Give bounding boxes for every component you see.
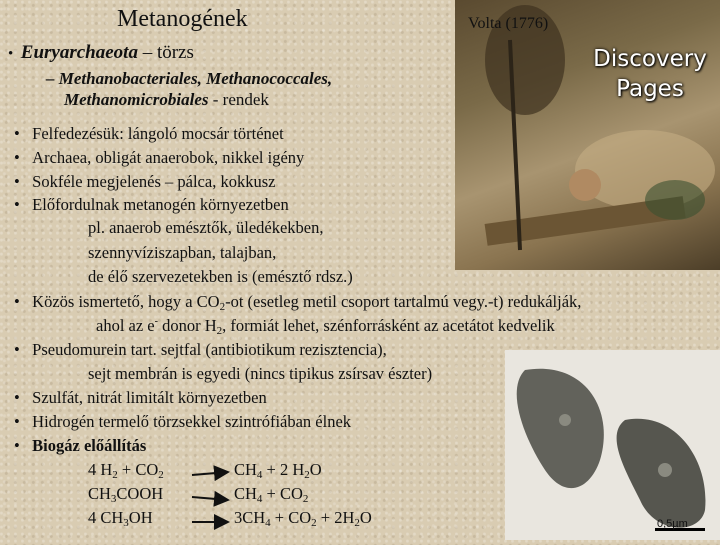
list-item: • Archaea, obligát anaerobok, nikkel igény <box>14 148 305 167</box>
watermark-line1: Discovery <box>593 46 707 72</box>
reaction-arrows <box>190 464 234 534</box>
biogas-label: Biogáz előállítás <box>32 436 147 455</box>
watermark-line2: Pages <box>616 76 684 102</box>
list-item: • Felfedezésük: lángoló mocsár történet <box>14 124 284 143</box>
orders-line1: – Methanobacteriales, Methanococcales, <box>46 69 333 88</box>
list-item: • Közös ismertető, hogy a $CO_2-ot$ (esetleg metil csoport tartalmú vegy.-t) redukálják, <box>14 292 582 313</box>
bullet-dot: • <box>8 46 21 62</box>
phylum-name: Euryarchaeota <box>20 42 138 63</box>
micrograph <box>505 350 720 540</box>
phylum-line <box>8 42 194 64</box>
orders-line2-italic: Methanomicrobiales <box>64 90 209 109</box>
occurrence-line: de élő szervezetekben is (emésztő rdsz.) <box>88 267 353 286</box>
list-item: • Sokféle megjelenés – pálca, kokkusz <box>14 172 276 191</box>
volta-painting <box>455 0 720 270</box>
orders-text <box>46 68 332 110</box>
orders-line2-rest: - rendek <box>208 90 269 109</box>
occurrence-line: pl. anaerob emésztők, üledékekben, <box>88 218 324 237</box>
list-item: • Pseudomurein tart. sejtfal (antibiotikum rezisztencia), <box>14 340 387 359</box>
slide-title: Metanogének <box>117 6 248 32</box>
micrograph-cells <box>505 350 720 540</box>
list-item: • Előfordulnak metanogén környezetben <box>14 195 289 214</box>
equation-left: $CH_3COOH$ <box>88 484 164 505</box>
equation-right: $3CH_4 + CO_2 + 2H_2O$ <box>234 508 372 529</box>
painting-scene <box>455 0 720 270</box>
equation-right: $CH_4 + CO_2$ <box>234 484 309 505</box>
arrow-icon <box>192 472 228 475</box>
list-item: • Biogáz előállítás <box>14 436 147 455</box>
list-item: • Hidrogén termelő törzsekkel szintrófiában élnek <box>14 412 352 431</box>
phylum-rest: – törzs <box>137 42 194 63</box>
equation-right: $CH_4 + 2$ $H_2O$ <box>234 460 322 481</box>
list-item-continuation: ahol az e- donor $H_2$, formiát lehet, szénforrásként az acetátot kedvelik <box>96 316 555 337</box>
scale-bar-label: 0,5µm <box>657 518 688 530</box>
list-item-continuation: sejt membrán is egyedi (nincs tipikus zsírsav észter) <box>88 364 433 383</box>
painting-caption: Volta (1776) <box>468 15 549 32</box>
watermark <box>590 44 710 104</box>
occurrence-line: szennyvíziszapban, talajban, <box>88 243 277 262</box>
equation-left: 4 $H_2 + CO_2$ <box>88 460 164 481</box>
list-item: • Szulfát, nitrát limitált környezetben <box>14 388 267 407</box>
arrow-icon <box>192 497 228 500</box>
equation-left: 4 $CH_3OH$ <box>88 508 153 529</box>
